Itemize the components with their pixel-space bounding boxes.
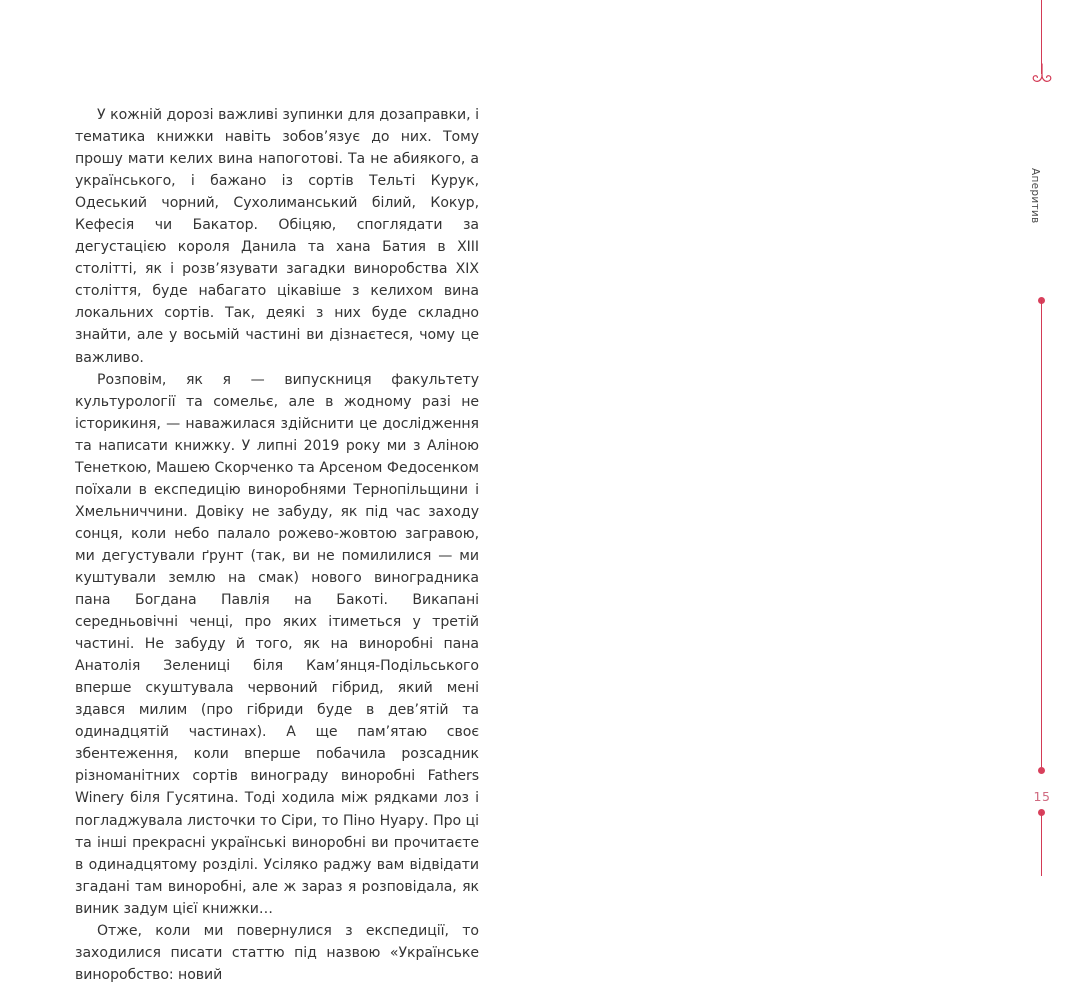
decorative-rule-middle [1041,300,1042,770]
paragraph: Розповім, як я — випускниця факультету культурології та сомельє, але в жодному разі не історикиня, — наважилася здійснити це дослідження та написати книжку. У липні 2019 року ми з Аліною Тенеткою, Машею Скорченко та Арсеном Федосенком поїхали в експедицію виноробнями Тернопільщини і Хмельниччини. Довіку не забуду, як під час заходу сонця, коли небо палало рожево-жовтою загравою, ми дегустували ґрунт (так, ви не помилилися — ми куштували землю на смак) нового виноградника пана Богдана Павлія на Бакоті. Викапані середньовічні ченці, про яких ітиметься у третій частині. Не забуду й того, як на виноробні пана Анатолія Зелениці біля Кам’янця-Подільського вперше скуштувала червоний гібрид, який мені здався милим (про гібриди буде в дев’ятій та одинадцятій частинах). А ще пам’ятаю своє збентеження, коли вперше побачила розсадник різноманітних сортів винограду виноробні Fathers Winery біля Гусятина. Тоді ходила між рядками лоз і погладжувала листочки то Сіри, то Піно Нуару. Про ці та інші прекрасні українські виноробні ви прочитаєте в одинадцятому розділі. Усіляко раджу вам відвідати згадані там виноробні, але ж зараз я розповідала, як виник задум цієї книжки… [75,371,479,917]
decorative-rule-bottom [1041,812,1042,876]
body-text-column [75,104,479,986]
paragraph: У кожній дорозі важливі зупинки для дозаправки, і тематика книжки навіть зобов’язує до них. Тому прошу мати келих вина напоготові. Та не абиякого, а українського, і бажано із сортів Тельті Курук, Одеський чорний, Сухолиманський білий, Кокур, Кефесія чи Бакатор. Обіцяю, споглядати за дегустацією короля Данила та хана Батия в XIII столітті, як і розв’язувати загадки виноробства XIX століття, буде набагато цікавіше з келихом вина локальних сортів. Так, деякі з них буде складно знайти, але у восьмій частині ви дізнаєтеся, чому це важливо. [75,107,479,366]
page-number: 15 [1033,789,1051,804]
paragraph: Отже, коли ми повернулися з експедиції, то заходилися писати статтю під назвою «Українське виноробство: новий [75,922,479,983]
running-head: Аперитив [1029,168,1041,224]
margin-rail [500,0,1051,872]
decorative-rule-top [1041,0,1042,74]
rule-knob-lower [1038,767,1045,774]
